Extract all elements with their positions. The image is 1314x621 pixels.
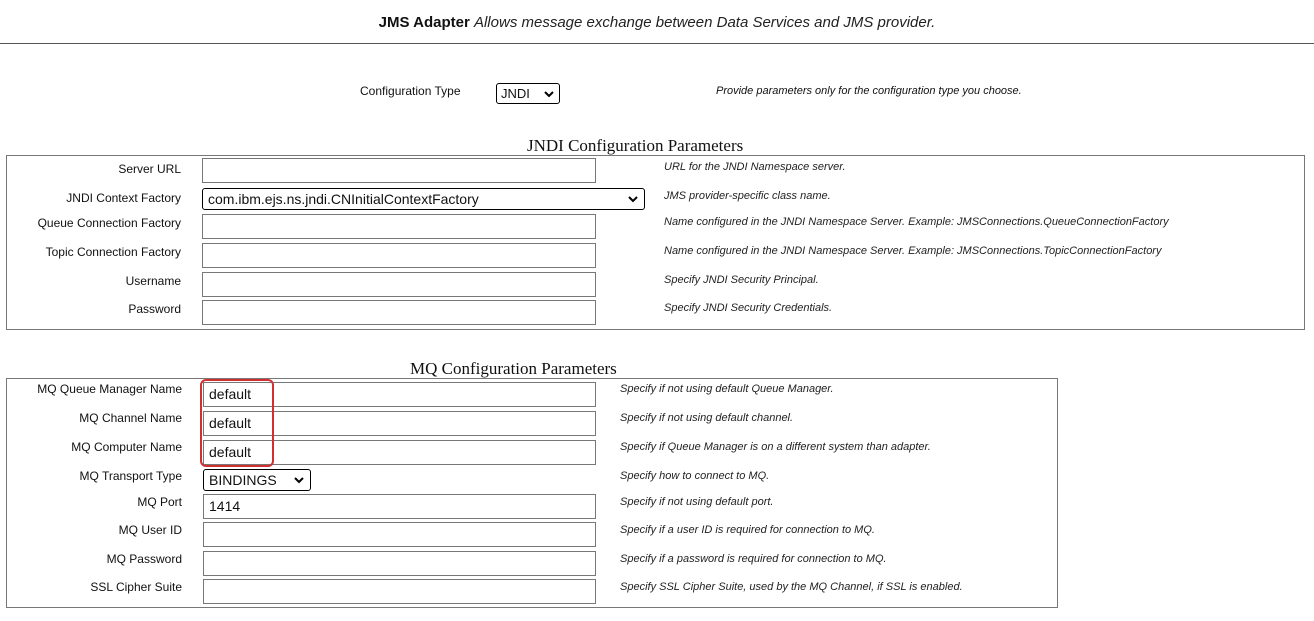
queue-connection-factory-input[interactable] — [202, 214, 596, 239]
adapter-name: JMS Adapter — [378, 14, 470, 31]
mq-computer-name-input[interactable]: default — [203, 440, 596, 465]
queue-connection-factory-label: Queue Connection Factory — [37, 216, 181, 230]
topic-connection-factory-input[interactable] — [202, 243, 596, 268]
mq-user-id-hint: Specify if a user ID is required for connection to MQ. — [620, 524, 875, 536]
chevron-down-icon — [543, 89, 555, 99]
mq-transport-type-label: MQ Transport Type — [79, 469, 182, 483]
mq-port-input[interactable]: 1414 — [203, 494, 596, 519]
ssl-cipher-suite-hint: Specify SSL Cipher Suite, used by the MQ Channel, if SSL is enabled. — [620, 581, 963, 593]
mq-channel-name-label: MQ Channel Name — [79, 411, 182, 425]
configuration-type-value: JNDI — [501, 86, 530, 101]
mq-transport-type-select[interactable] — [203, 469, 311, 491]
ssl-cipher-suite-input[interactable] — [203, 579, 596, 604]
mq-port-hint: Specify if not using default port. — [620, 496, 774, 508]
jndi-section-title: JNDI Configuration Parameters — [527, 136, 744, 155]
chevron-down-icon — [627, 194, 639, 204]
mq-section-title: MQ Configuration Parameters — [410, 359, 617, 378]
configuration-type-label: Configuration Type — [360, 84, 461, 98]
mq-channel-name-hint: Specify if not using default channel. — [620, 412, 794, 424]
password-input[interactable] — [202, 300, 596, 325]
username-hint: Specify JNDI Security Principal. — [664, 274, 819, 286]
page-header — [0, 0, 1314, 44]
configuration-type-select[interactable] — [496, 83, 560, 104]
topic-connection-factory-hint: Name configured in the JNDI Namespace Server. Example: JMSConnections.TopicConnectionFactory — [664, 245, 1162, 257]
jndi-context-factory-value: com.ibm.ejs.ns.jndi.CNInitialContextFactory — [208, 191, 479, 207]
jndi-panel — [6, 155, 1305, 330]
mq-transport-type-hint: Specify how to connect to MQ. — [620, 470, 770, 482]
topic-connection-factory-label: Topic Connection Factory — [45, 245, 181, 259]
mq-user-id-input[interactable] — [203, 522, 596, 547]
server-url-hint: URL for the JNDI Namespace server. — [664, 161, 846, 173]
mq-computer-name-hint: Specify if Queue Manager is on a different system than adapter. — [620, 441, 931, 453]
mq-port-label: MQ Port — [137, 495, 182, 509]
mq-user-id-label: MQ User ID — [118, 523, 182, 537]
mq-queue-manager-name-hint: Specify if not using default Queue Manager. — [620, 383, 834, 395]
ssl-cipher-suite-label: SSL Cipher Suite — [90, 580, 182, 594]
queue-connection-factory-hint: Name configured in the JNDI Namespace Server. Example: JMSConnections.QueueConnectionFactory — [664, 216, 1169, 228]
server-url-input[interactable] — [202, 158, 596, 183]
jndi-context-factory-label: JNDI Context Factory — [66, 191, 181, 205]
password-label: Password — [128, 302, 181, 316]
jndi-context-factory-hint: JMS provider-specific class name. — [664, 190, 831, 202]
username-label: Username — [125, 274, 181, 288]
server-url-label: Server URL — [118, 162, 181, 176]
jndi-context-factory-select[interactable] — [202, 188, 645, 210]
mq-password-input[interactable] — [203, 551, 596, 576]
mq-channel-name-input[interactable]: default — [203, 411, 596, 436]
mq-queue-manager-name-input[interactable]: default — [203, 382, 596, 407]
adapter-description: Allows message exchange between Data Services and JMS provider. — [473, 14, 936, 31]
password-hint: Specify JNDI Security Credentials. — [664, 302, 833, 314]
username-input[interactable] — [202, 272, 596, 297]
chevron-down-icon — [293, 475, 305, 485]
mq-password-label: MQ Password — [106, 552, 182, 566]
mq-transport-type-value: BINDINGS — [209, 472, 277, 488]
mq-computer-name-label: MQ Computer Name — [71, 440, 182, 454]
mq-password-hint: Specify if a password is required for connection to MQ. — [620, 553, 887, 565]
configuration-type-note: Provide parameters only for the configuration type you choose. — [716, 85, 1022, 97]
mq-queue-manager-name-label: MQ Queue Manager Name — [37, 382, 182, 396]
page-title — [0, 14, 1314, 31]
